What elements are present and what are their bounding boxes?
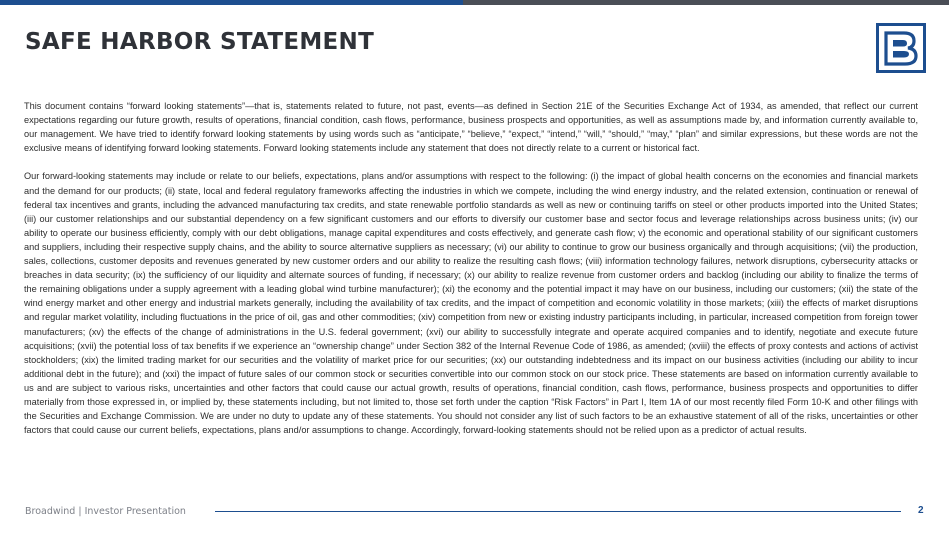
safe-harbor-body — [24, 99, 918, 451]
footer-divider — [215, 511, 901, 512]
footer-label: Broadwind | Investor Presentation — [25, 506, 186, 517]
page-number: 2 — [918, 505, 924, 516]
top-accent-bar-blue — [0, 0, 463, 5]
paragraph-2: Our forward-looking statements may include or relate to our beliefs, expectations, plans and/or assumptions with respect to the following: (i) the impact of global health concerns on the economies and financial markets and the demand for our products; (ii) state, local and federal regulatory frameworks affecting the industries in which we compete, including the wind energy industry, and the related extension, continuation or renewal of federal tax incentives and grants, including the advanced manufacturing tax credits, and state renewable portfolio standards as well as new or continuing tariffs on steel or other products imported into the United States; (iii) our customer relationships and our substantial dependency on a few significant customers and our efforts to diversify our customer base and sector focus and leverage relationships across business units; (iv) our ability to operate our business efficiently, comply with our debt obligations, manage capital expenditures and costs effectively, and generate cash flow; v) the economic and operational stability of our significant customers and suppliers, including their respective supply chains, and the ability to source alternative suppliers as necessary; (vi) our ability to continue to grow our business organically and through acquisitions; (vii) the production, sales, collections, customer deposits and revenues generated by new customer orders and our ability to realize the resulting cash flows; (viii) information technology failures, network disruptions, cybersecurity attacks or breaches in data security; (ix) the sufficiency of our liquidity and alternate sources of funding, if necessary; (x) our ability to realize revenue from customer orders and backlog (including our ability to finalize the terms of the remaining obligations under a supply agreement with a leading global wind turbine manufacturer); (xi) the economy and the potential impact it may have on our business, including our customers; (xii) the state of the wind energy market and other energy and industrial markets generally, including the availability of tax credits, and the impact of competition and economic volatility in those markets; (xiii) the effects of market disruptions and regular market volatility, including fluctuations in the price of oil, gas and other commodities; (xiv) competition from new or existing industry participants including, in particular, increased competition from foreign tower manufacturers; (xv) the effects of the change of administrations in the U.S. federal government; (xvi) our ability to successfully integrate and operate acquired companies and to identify, negotiate and execute future acquisitions; (xvii) the potential loss of tax benefits if we experience an “ownership change” under Section 382 of the Internal Revenue Code of 1986, as amended; (xviii) the effects of proxy contests and actions of activist stockholders; (xix) the limited trading market for our securities and the volatility of market price for our securities; (xx) our outstanding indebtedness and its impact on our business activities (including our ability to incur additional debt in the future); and (xxi) the impact of future sales of our common stock or securities convertible into our common stock on our stock price. These statements are based on information currently available to us and are subject to various risks, uncertainties and other factors that could cause our actual growth, results of operations, financial condition, cash flows, performance, business prospects and opportunities to differ materially from those expressed in, or implied by, these statements including, but not limited to, those set forth under the caption “Risk Factors” in Part I, Item 1A of our most recently filed Form 10-K and other filings with the Securities and Exchange Commission. We are under no duty to update any of these statements. You should not consider any list of such factors to be an exhaustive statement of all of the risks, uncertainties or other factors that could cause our current beliefs, expectations, plans and/or assumptions to change. Accordingly, forward-looking statements should not be relied upon as a predictor of actual results. — [24, 171, 918, 436]
broadwind-logo-icon — [876, 23, 926, 73]
top-accent-bar-gray — [463, 0, 949, 5]
slide-title: SAFE HARBOR STATEMENT — [25, 29, 375, 55]
paragraph-1: This document contains “forward looking statements”—that is, statements related to future, not past, events—as defined in Section 21E of the Securities Exchange Act of 1934, as amended, that reflect our current expectations regarding our future growth, results of operations, financial condition, cash flows, performance, business prospects and opportunities, as well as assumptions made by, and information currently available to, our management. We have tried to identify forward looking statements by using words such as “anticipate,” “believe,” “expect,” “intend,” “will,” “should,” “may,” “plan” and similar expressions, but these words are not the exclusive means of identifying forward looking statements. Forward looking statements include any statement that does not directly relate to a current or historical fact. — [24, 101, 918, 154]
